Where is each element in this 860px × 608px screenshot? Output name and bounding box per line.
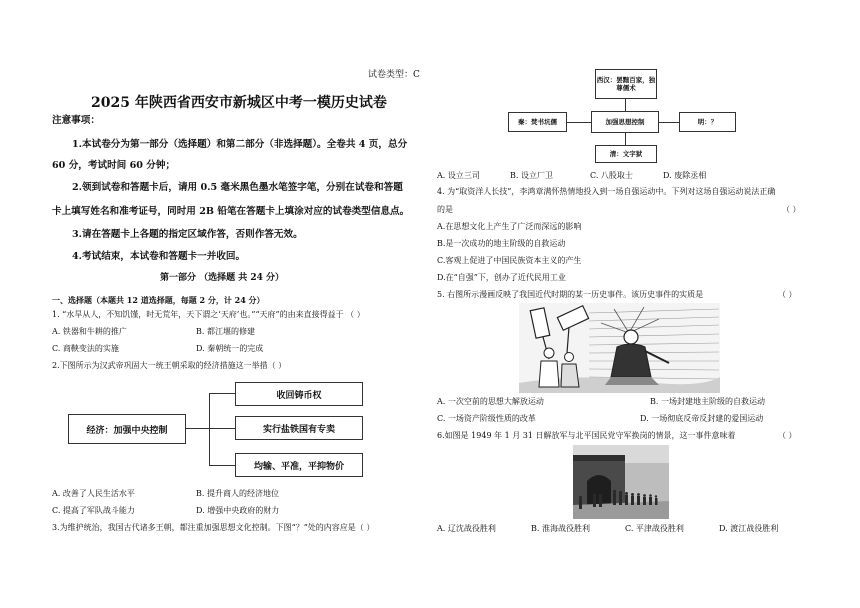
q2-stem: 2.下图所示为汉武帝巩固大一统王朝采取的经济措施这一举措（ ） <box>52 361 287 370</box>
q5-option-a: A. 一次空前的思想大解放运动 <box>437 397 544 406</box>
q2-branch-line-3 <box>209 465 235 466</box>
q3-top-box: 西汉：罢黜百家，独尊儒术 <box>595 69 657 99</box>
q5-option-d: D. 一场彻底反帝反封建的爱国运动 <box>640 414 764 423</box>
q2-root-box: 经济：加强中央控制 <box>68 414 186 444</box>
q2-branch-box-3: 均输、平准，平抑物价 <box>235 453 363 477</box>
notice-item-1b: 60 分，考试时间 60 分钟； <box>52 160 176 171</box>
q3-line-bottom <box>625 133 626 145</box>
q2-connector <box>186 428 209 429</box>
notice-item-2b: 卡上填写姓名和准考证号，同时用 2B 铅笔在答题卡上填涂对应的试卷类型信息点。 <box>52 206 410 217</box>
cartoon-illustration <box>519 303 720 393</box>
q4-stem: 4. 为“取资洋人长技”，李鸿章满怀热情地投入到一场自强运动中。下列对这场自强运动说法正确 <box>437 187 776 196</box>
q1-option-b: B. 都江堰的修建 <box>196 327 255 336</box>
q3-stem: 3.为维护统治，我国古代诸多王朝，都注重加强思想文化控制。下图“？”处的内容应是（ ） <box>52 523 375 532</box>
q6-stem: 6.如图是 1949 年 1 月 31 日解放军与北平国民党守军换岗的情景，这一事件意味着 <box>437 431 736 440</box>
part1-heading: 第一部分 （选择题 共 24 分） <box>160 273 285 283</box>
q1-option-d: D. 秦朝统一的完成 <box>196 344 264 353</box>
q5-option-b: B. 一场封建地主阶级的自救运动 <box>650 397 765 406</box>
city-gate-photo <box>573 445 669 519</box>
q3-center-box: 加强思想控制 <box>591 111 659 133</box>
q2-branch-box-2: 实行盐铁国有专卖 <box>235 416 363 440</box>
q5-stem: 5. 右图所示漫画反映了我国近代时期的某一历史事件。该历史事件的实质是 <box>437 290 704 299</box>
notice-heading: 注意事项： <box>52 115 100 126</box>
q5-answer-paren: （ ） <box>778 290 797 299</box>
q2-branch-line-1 <box>209 393 235 394</box>
q2-branch-line-2 <box>209 428 235 429</box>
q2-option-b: B. 提升商人的经济地位 <box>196 489 279 498</box>
q6-option-d: D. 渡江战役胜利 <box>719 524 779 533</box>
q1-stem: 1. “水旱从人，不知饥馑，时无荒年，天下谓之‘天府’也。”“天府”的由来直接得益于 （ ） <box>52 310 365 319</box>
q3-line-top <box>625 99 626 111</box>
q3-left-box: 秦：焚书坑儒 <box>508 112 567 132</box>
q4-stem-continued: 的是 <box>437 205 453 214</box>
q3-option-c: C. 八股取士 <box>590 171 633 180</box>
q4-answer-paren: （ ） <box>782 205 801 214</box>
q5-cartoon-image <box>519 303 720 393</box>
q2-option-c: C. 提高了军队战斗能力 <box>52 506 135 515</box>
notice-item-2: 2.领到试卷和答题卡后，请用 0.5 毫米黑色墨水笔签字笔，分别在试卷和答题 <box>72 182 403 193</box>
q3-bottom-box: 清：文字狱 <box>595 145 657 163</box>
q5-option-c: C. 一场资产阶级性质的改革 <box>437 414 536 423</box>
q1-option-c: C. 商鞅变法的实施 <box>52 344 119 353</box>
page-title: 2025 年陕西省西安市新城区中考一模历史试卷 <box>91 95 387 111</box>
q4-option-a: A.在思想文化上产生了广泛而深远的影响 <box>437 222 582 231</box>
q3-option-b: B. 设立厂卫 <box>510 171 553 180</box>
q3-line-right <box>659 122 679 123</box>
notice-item-3: 3.请在答题卡上各题的指定区域作答，否则作答无效。 <box>72 229 303 240</box>
q3-option-d: D. 废除丞相 <box>663 171 707 180</box>
q1-option-a: A. 铁器和牛耕的推广 <box>52 327 127 336</box>
notice-item-4: 4.考试结束，本试卷和答题卡一并收回。 <box>72 251 246 262</box>
q3-right-box: 明：？ <box>679 112 736 132</box>
q2-option-d: D. 增强中央政府的财力 <box>196 506 280 515</box>
q4-option-c: C.客观上促进了中国民族资本主义的产生 <box>437 256 582 265</box>
paper-type: 试卷类型：C <box>368 70 420 80</box>
q6-option-a: A. 辽沈战役胜利 <box>437 524 496 533</box>
q6-answer-paren: （ ） <box>778 431 797 440</box>
q2-branch-box-1: 收回铸币权 <box>235 382 363 406</box>
q6-photo <box>573 445 669 519</box>
q3-option-a: A. 设立三司 <box>437 171 480 180</box>
section-heading: 一、选择题（本题共 12 道选择题，每题 2 分，计 24 分） <box>52 295 265 305</box>
q6-option-b: B. 淮海战役胜利 <box>531 524 590 533</box>
q4-option-d: D.在“自强”下，创办了近代民用工业 <box>437 273 566 282</box>
q3-line-left <box>567 122 591 123</box>
notice-item-1: 1.本试卷分为第一部分（选择题）和第二部分（非选择题）。全卷共 4 页，总分 <box>72 139 408 150</box>
q4-option-b: B.是一次成功的地主阶级的自救运动 <box>437 239 566 248</box>
q6-option-c: C. 平津战役胜利 <box>625 524 684 533</box>
q2-option-a: A. 改善了人民生活水平 <box>52 489 135 498</box>
